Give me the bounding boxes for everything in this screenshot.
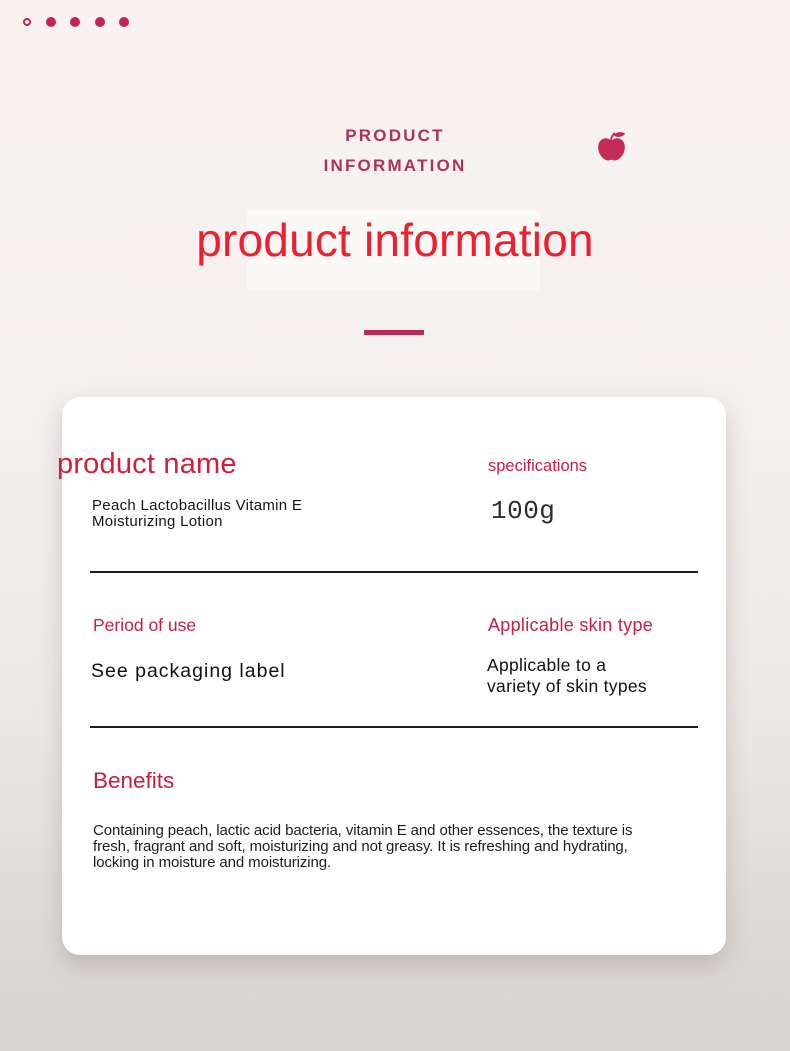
carousel-dot [46,17,56,27]
carousel-dots [23,17,129,27]
period-of-use-value: See packaging label [91,660,286,682]
page-title: product information [196,214,594,266]
eyebrow-line-1: PRODUCT [345,126,445,145]
product-name-label: product name [57,448,237,480]
apple-icon [593,129,630,166]
carousel-dot [70,17,80,27]
eyebrow-heading [0,121,790,181]
benefits-label: Benefits [93,768,175,793]
product-name-line-1: Peach Lactobacillus Vitamin E [92,497,303,514]
benefits-text: Containing peach, lactic acid bacteria, vitamin E and other essences, the texture is fresh, fragrant and soft, moisturizing and not greasy. It is refreshing and hydrating, locking in moisture and moisturizing. [93,822,633,872]
carousel-dot [95,17,105,27]
divider-line-2 [90,726,698,728]
title-divider [364,330,424,335]
carousel-dot [119,17,129,27]
skin-type-line-2: variety of skin types [487,676,647,696]
eyebrow-line-2: INFORMATION [323,156,467,175]
specifications-label: specifications [488,457,588,475]
specifications-value: 100g [491,496,556,526]
skin-type-line-1: Applicable to a [487,655,607,675]
product-name-line-2: Moisturizing Lotion [92,513,223,530]
skin-type-label: Applicable skin type [488,615,654,635]
divider-line-1 [90,571,698,573]
skin-type-value [487,655,647,697]
period-of-use-label: Period of use [93,615,197,635]
product-name-value [92,498,302,530]
carousel-dot-hollow [23,18,31,26]
product-info-card [57,397,726,955]
